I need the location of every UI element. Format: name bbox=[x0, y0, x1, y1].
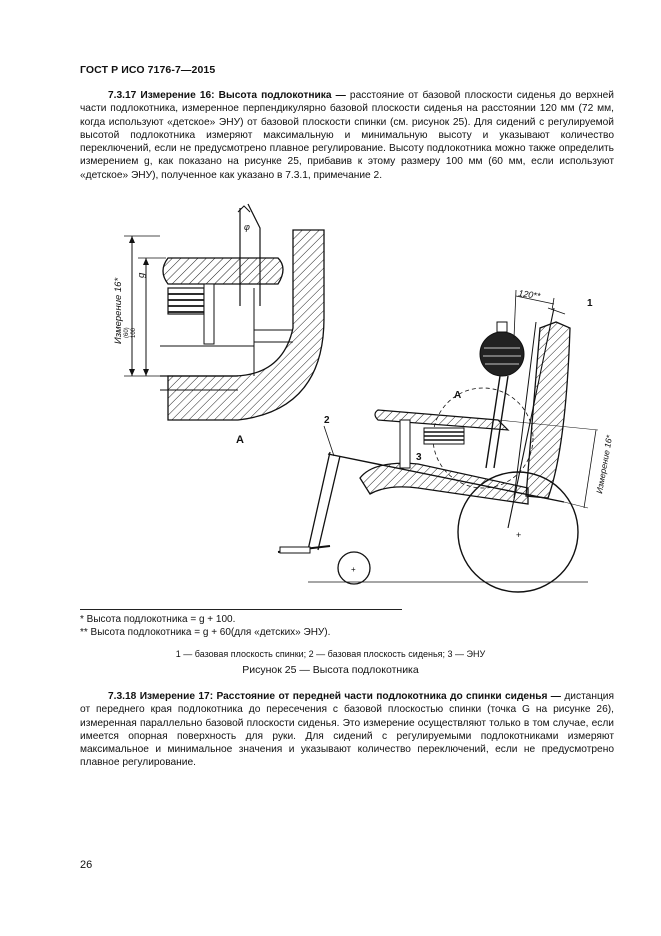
paragraph-lead: 7.3.17 Измерение 16: Высота подлокотника — bbox=[108, 90, 346, 101]
dim-small-left-1: (60) bbox=[124, 327, 130, 338]
svg-text:+: + bbox=[351, 565, 356, 574]
document-header: ГОСТ Р ИСО 7176-7—2015 bbox=[80, 64, 216, 76]
paragraph-body: дистанция от переднего края подлокотника до пересечения с базовой плоскостью спинки (точка G на рисунке 26), измеренная параллельно базовой плоскости сиденья. Это измерение осуществляют только в том случае, если имеется опорная поверхность для руки. Для сидений с регулируемыми подлокотниками измеряют максимальное и минимальное значения и указывают количество переключений, если не предусмотрено плавное регулирование. bbox=[80, 691, 614, 769]
footnote-2: ** Высота подлокотника = g + 60(для «детских» ЭНУ). bbox=[80, 627, 331, 638]
dim-small-left-2: 100 bbox=[131, 327, 137, 338]
dim-vertical-right: Измерение 16* bbox=[594, 434, 615, 495]
figure-caption: Рисунок 25 — Высота подлокотника bbox=[242, 664, 419, 676]
dim-top: 120** bbox=[517, 288, 541, 302]
figure-legend: 1 — базовая плоскость спинки; 2 — базовая плоскость сиденья; 3 — ЭНУ bbox=[175, 649, 486, 659]
page-number: 26 bbox=[80, 859, 93, 871]
paragraph-7-3-18 bbox=[80, 690, 614, 770]
paragraph-7-3-17 bbox=[80, 89, 614, 182]
label-g: g bbox=[136, 272, 147, 278]
wheelchair-view bbox=[278, 288, 614, 592]
label-phi: φ bbox=[244, 222, 250, 232]
detail-view bbox=[113, 204, 324, 446]
dim-vertical-left: Измерение 16* bbox=[113, 277, 124, 344]
footnote-divider bbox=[80, 609, 402, 610]
callout-1: 1 bbox=[587, 298, 593, 309]
footnote-1: * Высота подлокотника = g + 100. bbox=[80, 614, 236, 625]
label-a-right: A bbox=[454, 390, 462, 401]
figure-armrest-height bbox=[88, 198, 615, 602]
label-a-left: A bbox=[236, 434, 244, 446]
paragraph-lead: 7.3.18 Измерение 17: Расстояние от передней части подлокотника до спинки сиденья — bbox=[108, 691, 561, 702]
callout-3: 3 bbox=[416, 452, 422, 463]
callout-2: 2 bbox=[324, 415, 330, 426]
paragraph-body: расстояние от базовой плоскости сиденья до верхней части подлокотника, измеренное перпендикулярно базовой плоскости сиденья на расстоянии 120 мм (72 мм, когда используют «детское» ЭНУ) от базовой плоскости спинки (см. рисунок 25). Для сидений с регулируемой высотой подлокотника измеряют максимальную и минимальную высоту и указывают количество переключений, если не предусмотрено плавное регулирование. Высоту подлокотника можно также определить измерением g, как показано на рисунке 25, прибавив к этому размеру 100 мм (60 мм, если используют «детское» ЭНУ), полученное как указано в 7.3.1, примечание 2. bbox=[80, 90, 614, 181]
svg-text:+: + bbox=[516, 530, 522, 540]
